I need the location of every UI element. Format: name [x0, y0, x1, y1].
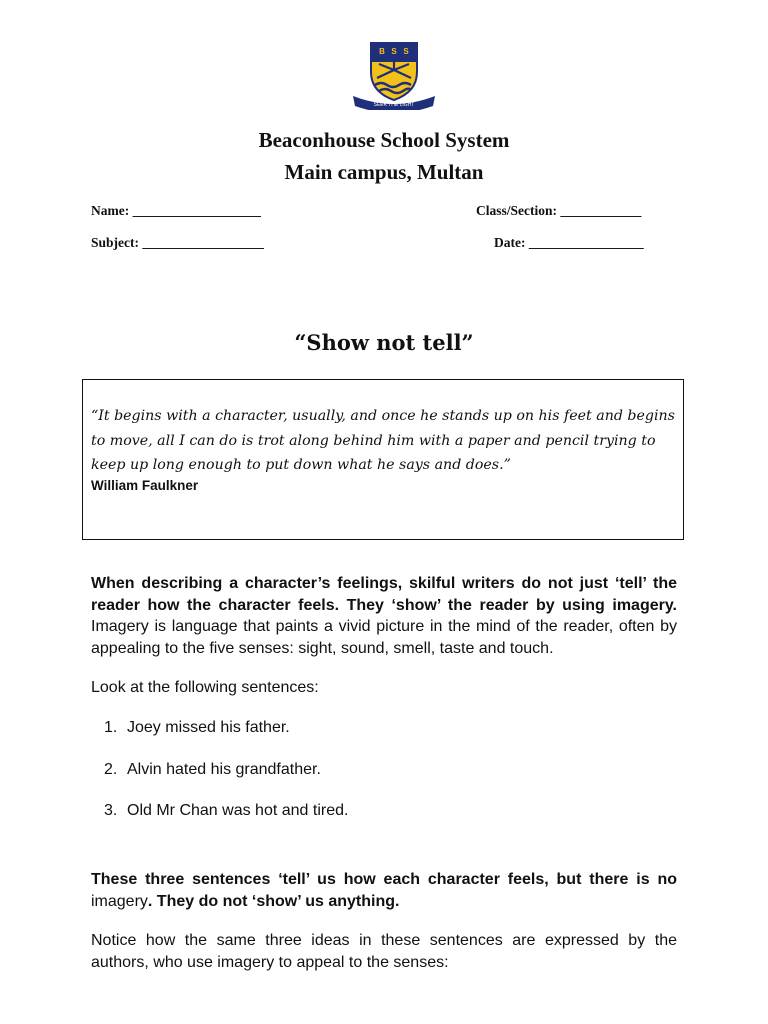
tell-bold-text-2: . They do not ‘show’ us anything.: [147, 892, 400, 910]
look-paragraph: Look at the following sentences:: [91, 679, 319, 696]
list-number: 1.: [104, 719, 118, 736]
quote-box: [82, 379, 684, 540]
list-item: [104, 761, 321, 779]
list-item: [104, 719, 290, 737]
date-field: Date: _________________: [494, 235, 644, 250]
campus-name: Main campus, Multan: [284, 160, 484, 184]
school-crest-logo: [349, 40, 439, 110]
list-number: 2.: [104, 761, 118, 778]
tell-normal-text: imagery: [91, 892, 148, 910]
intro-paragraph: [91, 573, 677, 659]
notice-paragraph: Notice how the same three ideas in these sentences are expressed by the authors, who use imagery to appeal to the senses:: [91, 932, 677, 971]
crest-letter-2: S: [391, 47, 397, 56]
class-section-field: Class/Section: ____________: [476, 203, 642, 218]
worksheet-title: “Show not tell”: [294, 330, 474, 355]
school-name: Beaconhouse School System: [258, 128, 510, 152]
intro-normal-text: Imagery is language that paints a vivid picture in the mind of the reader, often by appealing to the five senses: sight, sound, smell, taste and touch.: [91, 618, 677, 657]
list-text: Alvin hated his grandfather.: [127, 761, 321, 778]
crest-letter-3: S: [403, 47, 409, 56]
name-field: Name: ___________________: [91, 203, 261, 218]
subject-field: Subject: __________________: [91, 235, 264, 250]
quote-text: “It begins with a character, usually, and once he stands up on his feet and begins to move, all I can do is trot along behind him with a paper and pencil trying to keep up long enough to put down what he says and does.”: [91, 408, 675, 473]
tell-bold-text-1: These three sentences ‘tell’ us how each character feels, but there is no: [91, 871, 677, 888]
crest-motto: SEEK THE LIGHT: [373, 102, 415, 108]
tell-paragraph: [91, 869, 677, 912]
quote-author: William Faulkner: [91, 478, 199, 493]
list-text: Joey missed his father.: [127, 719, 290, 736]
list-item: [104, 802, 348, 820]
crest-letter-1: B: [379, 47, 385, 56]
list-text: Old Mr Chan was hot and tired.: [127, 802, 349, 819]
intro-bold-text: When describing a character’s feelings, skilful writers do not just ‘tell’ the reader how the character feels. They ‘show’ the reader by using imagery.: [91, 575, 677, 614]
list-number: 3.: [104, 802, 118, 819]
